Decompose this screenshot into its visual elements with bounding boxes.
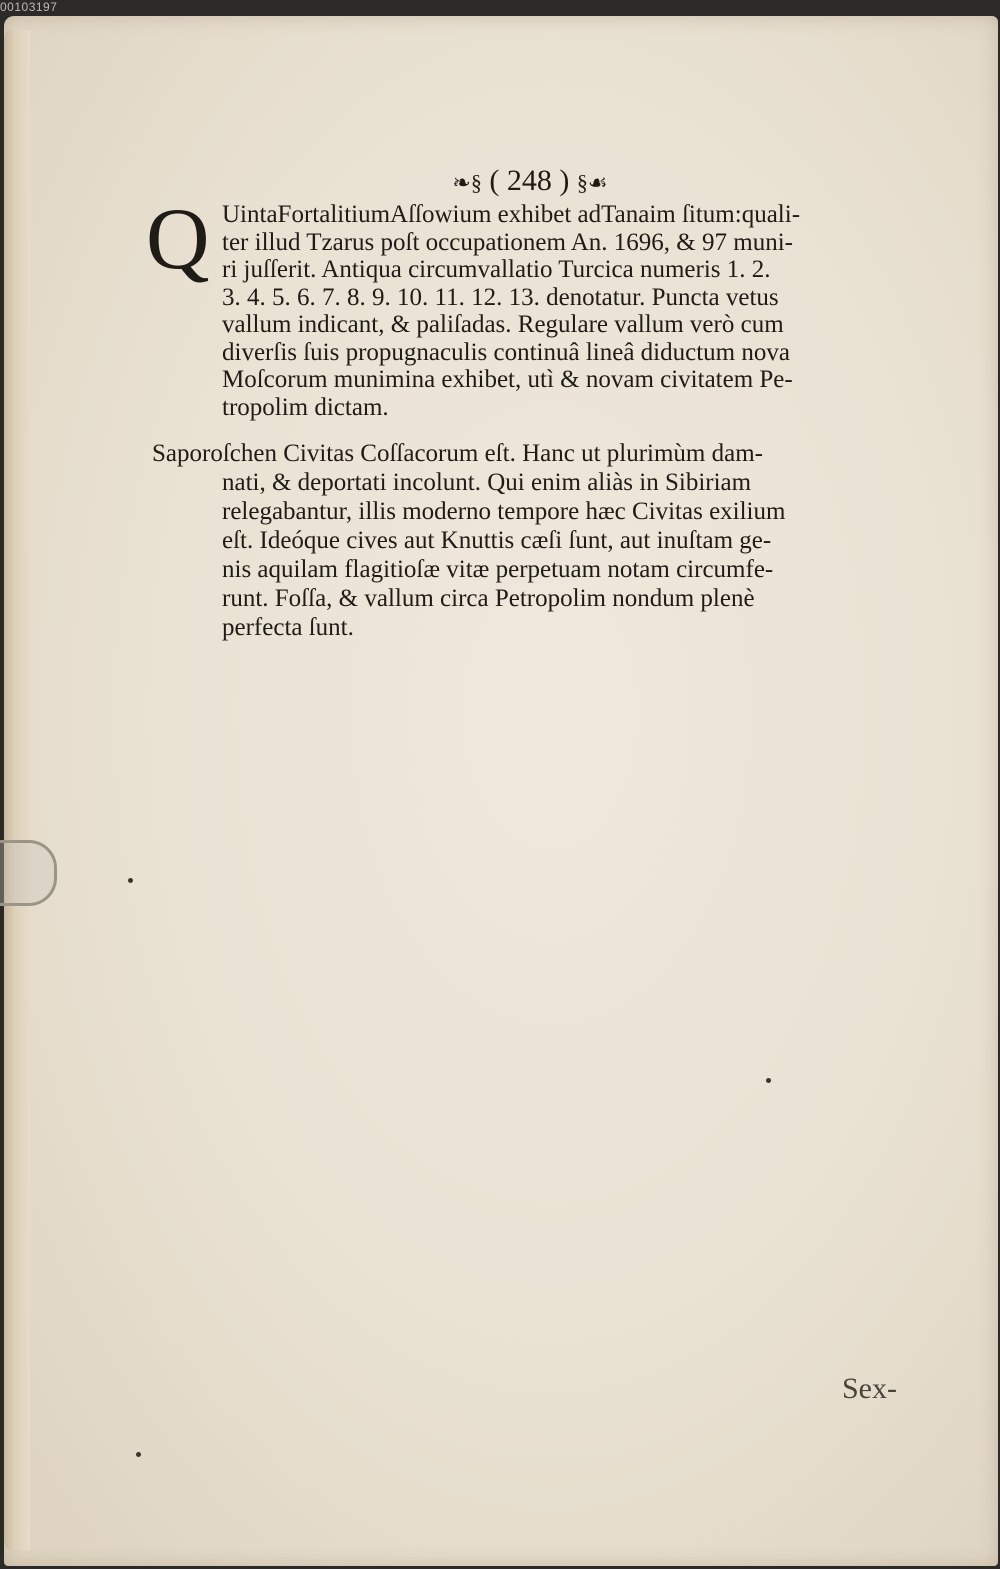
ornament-right-icon: §☙ [576,170,608,196]
text-line: perfecta ſunt. [222,614,354,641]
text-line: UintaFortalitiumAſſowium exhibet adTanaim ſitum:quali- [222,201,801,228]
catchword: Sex- [842,1372,897,1405]
text-line: diverſis ſuis propugnaculis continuâ lineâ diductum nova [222,338,790,366]
text-line: Moſcorum munimina exhibet, utì & novam civitatem Pe- [222,366,793,393]
page-header [420,164,640,198]
text-line: ter illud Tzarus poſt occupationem An. 1696, & 97 muni- [222,228,793,256]
text-line: vallum indicant, & paliſadas. Regulare vallum verò cum [222,311,784,338]
drop-cap: Q [146,191,210,288]
paper-speck [128,878,133,883]
ornament-left-icon: ❧§ [452,170,482,196]
text-line: nis aquilam flagitioſæ vitæ perpetuam notam circumfe- [222,556,774,583]
paper-speck [136,1452,141,1457]
text-line: eſt. Ideóque cives aut Knuttis cæſi ſunt, aut inuſtam ge- [222,527,772,554]
text-line: tropolim dictam. [222,393,389,421]
page-edge [4,30,30,1550]
text-line: 3. 4. 5. 6. 7. 8. 9. 10. 11. 12. 13. denotatur. Puncta vetus [222,283,779,311]
paper-speck [766,1078,771,1083]
page-number: ( 248 ) [489,164,570,197]
text-line: nati, & deportati incolunt. Qui enim aliàs in Sibiriam [222,469,752,496]
scan-id-label: 00103197 [0,0,58,14]
text-line: runt. Foſſa, & vallum circa Petropolim nondum plenè [222,585,755,612]
text-line: relegabantur, illis moderno tempore hæc Civitas exilium [222,498,786,525]
text-line: ri juſſerit. Antiqua circumvallatio Turcica numeris 1. 2. [222,256,771,283]
page-clip [0,840,57,906]
text-line: Saporoſchen Civitas Coſſacorum eſt. Hanc ut plurimùm dam- [152,440,763,467]
paragraph-1 [222,201,910,421]
paragraph-2 [152,439,910,642]
